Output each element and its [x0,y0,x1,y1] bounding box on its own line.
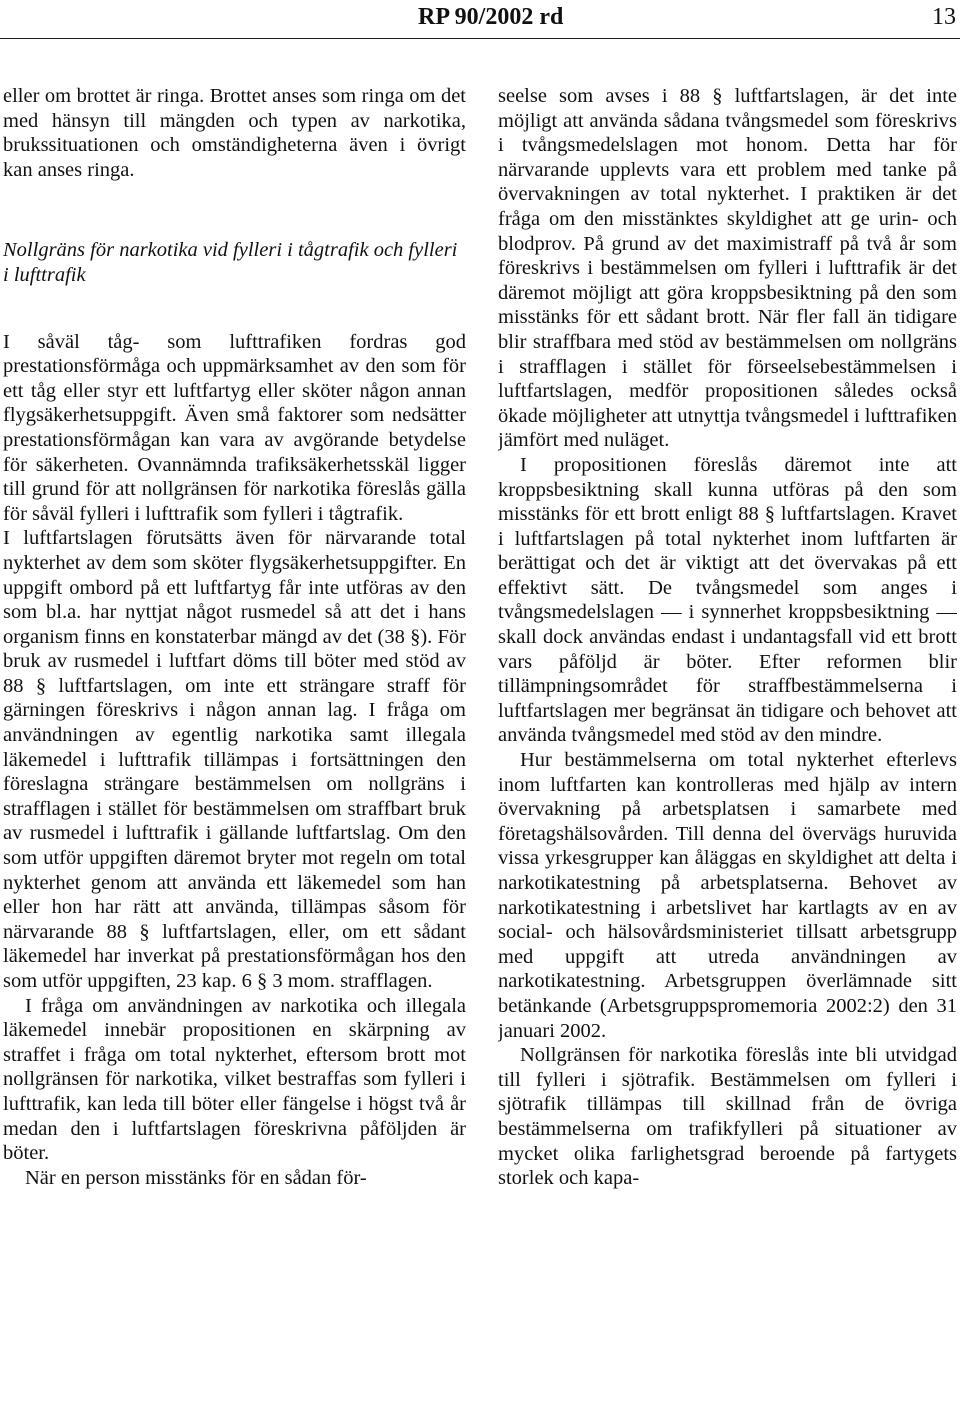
page-number: 13 [932,4,956,30]
document-reference: RP 90/2002 rd [418,4,564,30]
paragraph-right-4: Nollgränsen för narkotika föreslås inte bli utvidgad till fylleri i sjötrafik. Bestämmelsen om fylleri i sjötrafik tillämpas till skillnad från de övriga bestämmelserna om trafikfylleri på situationer av mycket olika farlighetsgrad beroende på fartygets storlek och kapa- [498,1044,957,1190]
paragraph-right-2: I propositionen föreslås däremot inte att kroppsbesiktning skall kunna utföras på den som misstänks för ett brott enligt 88 § luftfartslagen. Kravet i luftfartslagen på total nykterhet inom luftfarten är berättigat och det är viktigt att det övervakas på ett effektivt sätt. De tvångsmedel som anges i tvångsmedelslagen — i synnerhet kroppsbesiktning — skall dock användas endast i undantagsfall vid ett brott vars påföljd är böter. Efter reformen blir tillämpningsområdet för straffbestämmelserna i luftfartslagen mer begränsat än tidigare och behovet att använda tvångsmedel med stöd av den mindre. [498,453,957,747]
header-rule [0,38,960,39]
paragraph-left-1: eller om brottet är ringa. Brottet anses som ringa om det med hänsyn till mängden och typen av narkotika, brukssituationen och omständigheterna även i övrigt kan anses ringa. [3,85,466,181]
left-column [3,84,466,1402]
paragraph-left-2: I såväl tåg- som lufttrafiken fordras god prestationsförmåga och uppmärksamhet av den som för ett tåg eller styr ett luftfartyg eller sköter någon annan flygsäkerhetsuppgift. Även små faktorer som nedsätter prestationsförmågan kan vara av avgörande betydelse för säkerheten. Ovannämnda trafiksäkerhetsskäl ligger till grund för att nollgränsen för narkotika föreslås gälla för såväl fylleri i lufttrafik som fylleri i tågtrafik. [3,330,466,525]
paragraph-left-5: När en person misstänks för en sådan för- [25,1166,367,1189]
paragraph-left-3: I luftfartslagen förutsätts även för närvarande total nykterhet av dem som sköter flygsäkerhetsuppgifter. En uppgift ombord på ett luftfartyg får inte utföras av den som bl.a. har nyttjat något rusmedel så att det i hans organism finns en konstaterbar mängd av det (38 §). För bruk av rusmedel i luftfart döms till böter med stöd av 88 § luftfartslagen, om inte ett strängare straff för gärningen föreskrivs i någon annan lag. I fråga om användningen av egentlig narkotika samt illegala läkemedel i lufttrafik tillämpas i fortsättningen den föreslagna strängare bestämmelsen om nollgräns i strafflagen i stället för bestämmelsen om straffbart bruk av rusmedel i lufttrafik i gällande luftfartslag. Om den som utför uppgiften däremot bryter mot regeln om total nykterhet genom att använda ett läkemedel som han eller hon har rätt att använda, tillämpas såsom för närvarande 88 § luftfartslagen, eller, om ett sådant läkemedel har inverkat på prestationsförmågan hos den som utför uppgiften, 23 kap. 6 § 3 mom. strafflagen. [3,527,466,992]
paragraph-right-3: Hur bestämmelserna om total nykterhet efterlevs inom luftfarten kan kontrolleras med hjälp av intern övervakning på arbetsplatsen i samarbete med företagshälsovården. Till denna del övervägs huruvida vissa yrkesgrupper kan åläggas en skyldighet att delta i narkotikatestning på arbetsplatserna. Behovet av narkotikatestning i arbetslivet har kartlagts av en av social- och hälsovårdsministeriet tillsatt arbetsgrupp med uppgift att utreda användningen av narkotikatestning. Arbetsgruppen överlämnade sitt betänkande (Arbetsgruppspromemoria 2002:2) den 31 januari 2002. [498,749,957,1042]
page-header [0,0,960,44]
paragraph-right-1: seelse som avses i 88 § luftfartslagen, är det inte möjligt att använda sådana tvångsmedel som föreskrivs i tvångsmedelslagen mot honom. Detta har för närvarande upplevts vara ett problem med tanke på övervakningen av total nykterhet. I praktiken är det fråga om den misstänktes skyldighet att ge urin- och blodprov. På grund av det maximistraff på två år som föreskrivs i bestämmelsen om fylleri i lufttrafik är det däremot möjligt att göra kroppsbesiktning på den som misstänks för ett sådant brott. När fler fall än tidigare blir straffbara med stöd av bestämmelsen om nollgräns i strafflagen i stället för förseelsebestämmelsen i luftfartslagen, medför propositionen således också ökade möjligheter att utnyttja tvångsmedel i lufttrafiken jämfört med nuläget. [498,85,957,452]
paragraph-left-4: I fråga om användningen av narkotika och illegala läkemedel innebär propositionen en skärpning av straffet i fråga om total nykterhet, eftersom brott mot nollgränsen för narkotika, vilket bestraffas som fylleri i lufttrafik, kan leda till böter eller fängelse i högst två år medan den i luftfartslagen föreskrivna påföljden är böter. [3,994,466,1165]
right-column [498,84,957,1402]
section-heading: Nollgräns för narkotika vid fylleri i tågtrafik och fylleri i lufttrafik [3,239,458,286]
